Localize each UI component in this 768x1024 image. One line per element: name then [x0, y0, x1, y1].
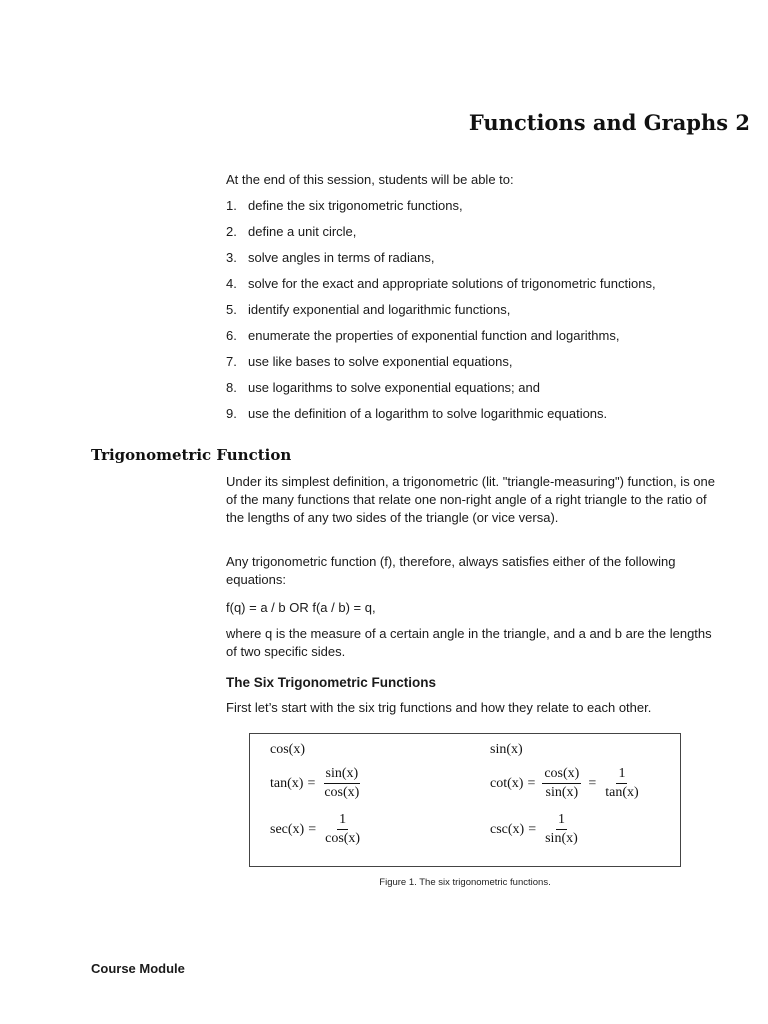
list-item-text: define a unit circle,: [248, 224, 357, 239]
fraction-numerator: 1: [556, 812, 567, 830]
list-item: [226, 197, 766, 223]
csc-fraction: [543, 812, 580, 847]
cot-lhs: cot(x): [490, 775, 524, 791]
definition-paragraph: Under its simplest definition, a trigonometric (lit. "triangle-measuring") function, is one of the many functions that relate one non-right angle of a right triangle to the ratio of the lengths of any two sides of the triangle (or vice versa).: [226, 474, 715, 525]
footer-label: Course Module: [91, 961, 185, 976]
equations-intro-paragraph: Any trigonometric function (f), therefore, always satisfies either of the following equations:: [226, 554, 676, 587]
fraction-denominator: sin(x): [545, 785, 579, 800]
variables-paragraph: where q is the measure of a certain angle in the triangle, and a and b are the lengths of two specific sides.: [226, 626, 712, 659]
cos-definition: [270, 742, 305, 758]
list-item-number: 9.: [226, 406, 237, 421]
list-item: [226, 223, 766, 249]
list-item: [226, 379, 766, 405]
intro-six-functions-paragraph: First let’s start with the six trig functions and how they relate to each other.: [226, 700, 652, 715]
fraction-denominator: sin(x): [545, 831, 578, 846]
list-item: [226, 405, 766, 431]
sec-definition: [270, 812, 365, 847]
sin-label: sin(x): [490, 742, 523, 757]
list-item-number: 1.: [226, 198, 237, 213]
figure-caption: Figure 1. The six trigonometric functions.: [379, 877, 551, 888]
fraction-denominator: tan(x): [605, 785, 639, 800]
fraction-denominator: cos(x): [325, 831, 361, 846]
cot-definition: [490, 766, 644, 801]
list-item-number: 5.: [226, 302, 237, 317]
section-heading: Trigonometric Function: [91, 446, 292, 464]
sin-definition: [490, 742, 523, 758]
cos-label: cos(x): [270, 742, 305, 757]
equals-sign: =: [588, 775, 597, 791]
equals-sign: =: [528, 821, 537, 837]
list-item: [226, 353, 766, 379]
equals-sign: =: [308, 821, 317, 837]
equals-sign: =: [527, 775, 536, 791]
list-item-text: solve for the exact and appropriate solutions of trigonometric functions,: [248, 276, 656, 291]
objectives-list: [226, 197, 766, 431]
list-item: [226, 249, 766, 275]
list-item-text: solve angles in terms of radians,: [248, 250, 435, 265]
list-item: [226, 301, 766, 327]
tan-fraction: [322, 766, 361, 801]
list-item-text: use the definition of a logarithm to solve logarithmic equations.: [248, 406, 608, 421]
fraction-numerator: 1: [616, 766, 627, 784]
tan-definition: [270, 766, 364, 801]
subsection-heading: The Six Trigonometric Functions: [226, 675, 437, 690]
cot-fraction: [542, 766, 581, 801]
list-item-number: 3.: [226, 250, 237, 265]
list-item-text: use like bases to solve exponential equations,: [248, 354, 513, 369]
list-item-text: use logarithms to solve exponential equations; and: [248, 380, 540, 395]
sec-fraction: [323, 812, 362, 847]
page-title: Functions and Graphs 2: [468, 110, 750, 135]
csc-lhs: csc(x): [490, 821, 525, 837]
list-item: [226, 275, 766, 301]
sec-lhs: sec(x): [270, 821, 305, 837]
fraction-numerator: 1: [337, 812, 348, 830]
equals-sign: =: [307, 775, 316, 791]
list-item-number: 4.: [226, 276, 237, 291]
tan-lhs: tan(x): [270, 775, 304, 791]
function-equation: f(q) = a / b OR f(a / b) = q,: [226, 600, 376, 615]
list-item-number: 6.: [226, 328, 237, 343]
fraction-numerator: cos(x): [542, 766, 581, 784]
fraction-numerator: sin(x): [324, 766, 361, 784]
list-item-text: enumerate the properties of exponential function and logarithms,: [248, 328, 620, 343]
csc-definition: [490, 812, 583, 847]
list-item-text: define the six trigonometric functions,: [248, 198, 463, 213]
list-item-number: 8.: [226, 380, 237, 395]
fraction-denominator: cos(x): [324, 785, 360, 800]
list-item-text: identify exponential and logarithmic functions,: [248, 302, 511, 317]
cot-reciprocal-fraction: [603, 766, 640, 801]
list-item: [226, 327, 766, 353]
trig-functions-figure: [249, 733, 681, 867]
list-item-number: 2.: [226, 224, 237, 239]
objectives-intro: At the end of this session, students will be able to:: [226, 172, 514, 187]
list-item-number: 7.: [226, 354, 237, 369]
